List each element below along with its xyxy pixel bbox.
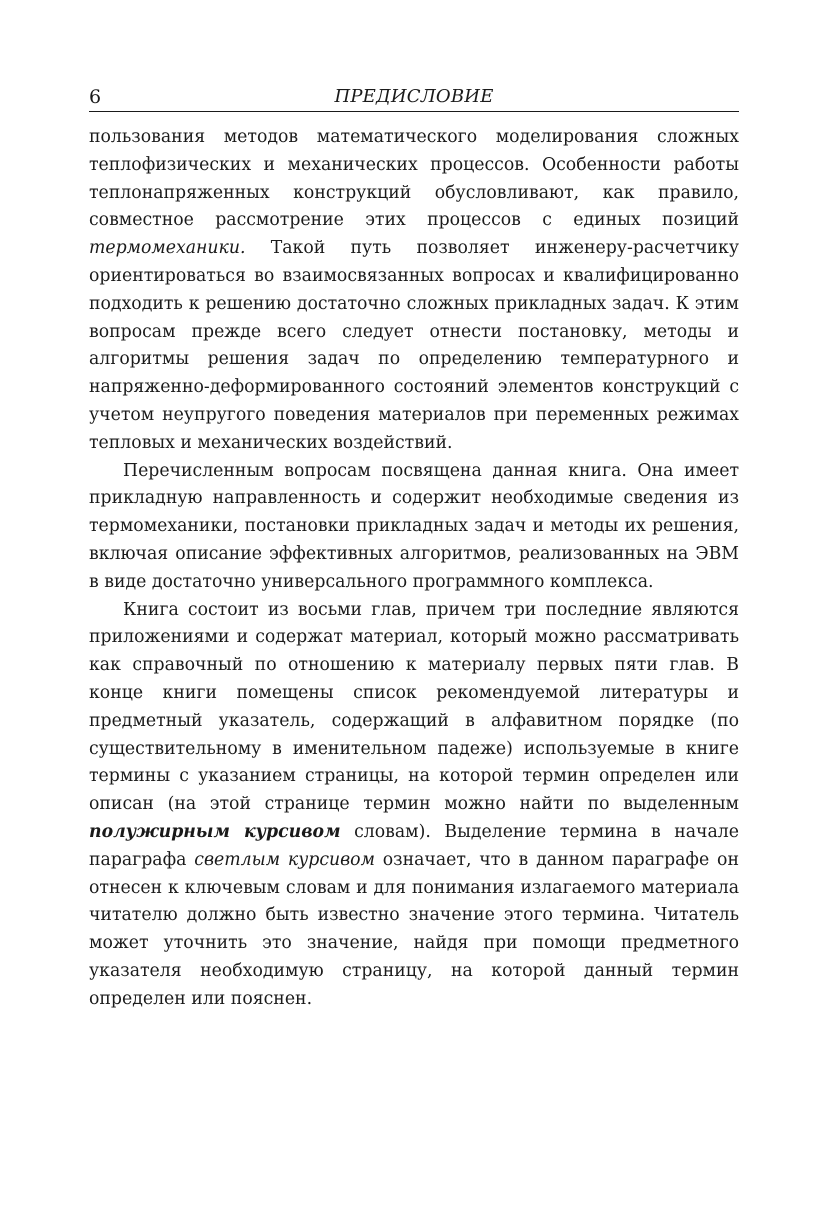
paragraph-1 xyxy=(89,124,739,458)
page-number: 6 xyxy=(89,86,102,108)
running-head xyxy=(89,84,739,110)
paragraph-3-text-b: словам). Выделение термина в начале параграфа xyxy=(89,821,739,870)
paragraph-1-text-a: пользования методов математического моделирования сложных теплофизических и механических процессов. Особенности работы теплонапряженных конструкций обусловливают, как правило, совместное рассмотрение этих процессов с единых позиций xyxy=(89,127,739,231)
document-page xyxy=(89,84,739,1014)
paragraph-3 xyxy=(89,597,739,1014)
key-term-thermomechanics: термомеханики. xyxy=(89,238,246,259)
paragraph-1-text-b: Такой путь позволяет инженеру-расчетчику ориентироваться во взаимосвязанных вопросах и квалифицированно подходить к решению достаточно сложных прикладных задач. К этим вопросам прежде всего следует отнести постановку, методы и алгоритмы решения задач по определению температурного и напряженно-деформированного состояний элементов конструкций с учетом неупругого поведения материалов при переменных режимах тепловых и механических воздействий. xyxy=(89,238,739,453)
section-title: ПРЕДИСЛОВИЕ xyxy=(334,86,494,107)
header-rule xyxy=(89,111,739,112)
light-italic-term: светлым курсивом xyxy=(194,849,375,870)
bold-italic-term: полужирным курсивом xyxy=(89,821,341,842)
paragraph-3-text-c: означает, что в данном параграфе он отнесен к ключевым словам и для понимания излагаемого материала читателю должно быть известно значение этого термина. Читатель может уточнить это значение, найдя при помощи предметного указателя необходимую страницу, на которой данный термин определен или пояснен. xyxy=(89,849,739,1009)
body-text xyxy=(89,124,739,1014)
paragraph-3-text-a: Книга состоит из восьми глав, причем три последние являются приложениями и содержат материал, который можно рассматривать как справочный по отношению к материалу первых пяти глав. В конце книги помещены список рекомендуемой литературы и предметный указатель, содержащий в алфавитном порядке (по существительному в именительном падеже) используемые в книге термины с указанием страницы, на которой термин определен или описан (на этой странице термин можно найти по выделенным xyxy=(89,599,739,815)
paragraph-2-text: Перечисленным вопросам посвящена данная книга. Она имеет прикладную направленность и содержит необходимые сведения из термомеханики, постановки прикладных задач и методы их решения, включая описание эффективных алгоритмов, реализованных на ЭВМ в виде достаточно универсального программного комплекса. xyxy=(89,460,739,592)
paragraph-2 xyxy=(89,458,739,597)
